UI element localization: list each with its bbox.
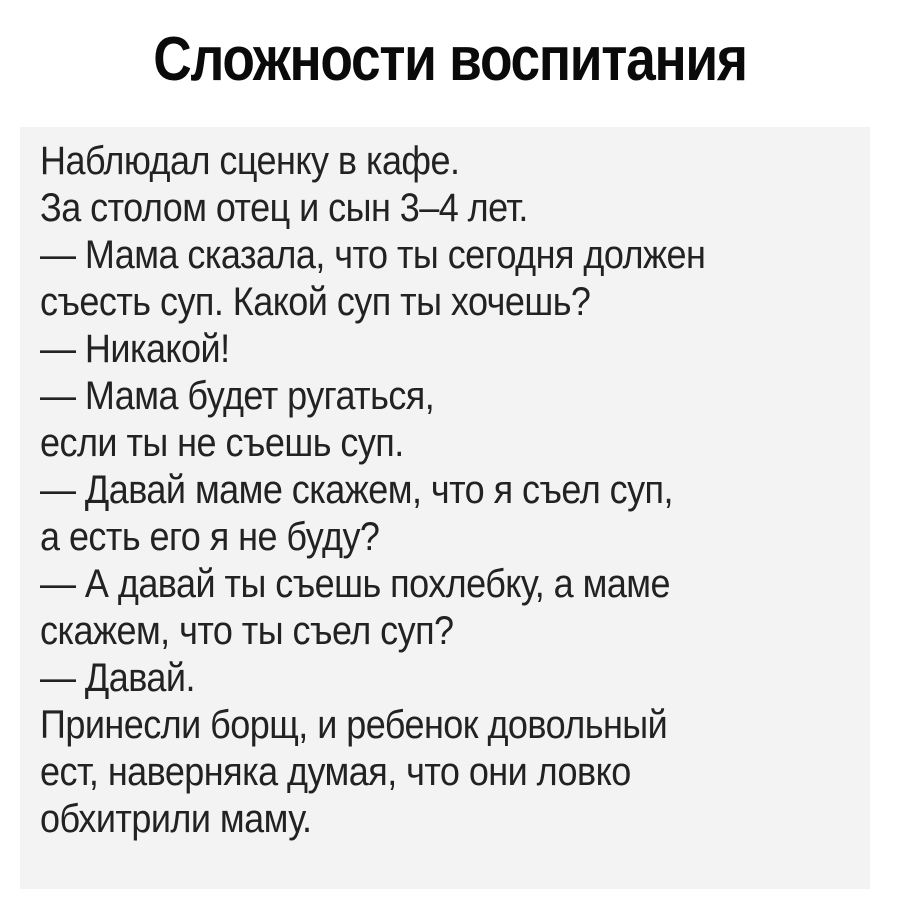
story-line: скажем, что ты съел суп? [40, 609, 454, 653]
story-line: — Никакой! [40, 327, 230, 371]
story-line: Наблюдал сценку в кафе. [40, 139, 460, 183]
story-line: ест, наверняка думая, что они ловко [40, 750, 631, 794]
story-line: обхитрили маму. [40, 797, 312, 841]
story-line: Принесли борщ, и ребенок довольный [40, 703, 668, 747]
story-line: — Мама будет ругаться, [40, 374, 435, 418]
story-line: — Давай. [40, 656, 195, 700]
story-line: За столом отец и сын 3–4 лет. [40, 186, 528, 230]
text-panel [20, 127, 870, 889]
story-line: — А давай ты съешь похлебку, а маме [40, 562, 670, 606]
story-line: если ты не съешь суп. [40, 421, 404, 465]
story-line: съесть суп. Какой суп ты хочешь? [40, 280, 591, 324]
page-title: Сложности воспитания [153, 25, 747, 94]
story-line: а есть его я не буду? [40, 515, 380, 559]
story-line: — Давай маме скажем, что я съел суп, [40, 468, 673, 512]
story-line: — Мама сказала, что ты сегодня должен [40, 233, 706, 277]
story-text [40, 138, 779, 843]
